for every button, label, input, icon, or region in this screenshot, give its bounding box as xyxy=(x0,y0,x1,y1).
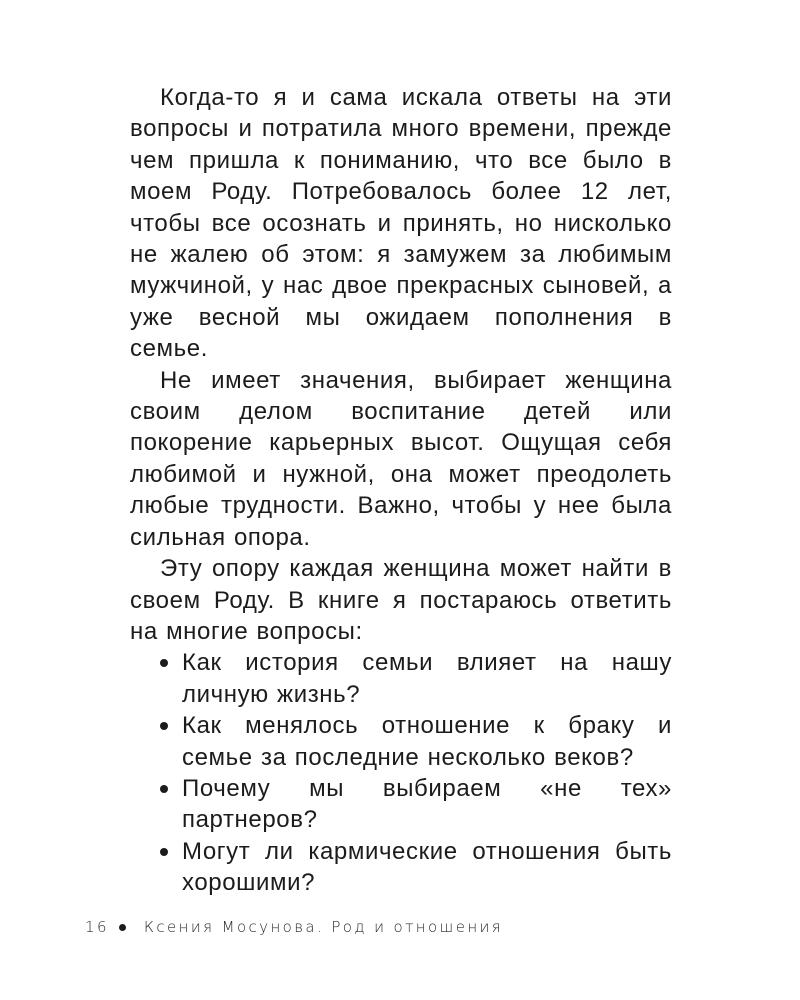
bullet-icon xyxy=(160,848,168,856)
question-text: Как история семьи влияет на нашу личную жизнь? xyxy=(182,649,672,708)
question-text: Как менялось отношение к браку и семье за последние несколько веков? xyxy=(182,712,672,771)
question-list xyxy=(130,647,672,898)
list-item xyxy=(152,710,672,773)
bullet-icon xyxy=(160,722,168,730)
page-number: 16 xyxy=(85,918,109,936)
separator-dot-icon xyxy=(119,924,126,931)
page-footer xyxy=(85,916,503,938)
paragraph-3: Эту опору каждая женщина может найти в своем Роду. В книге я постараюсь ответить на многие вопросы: xyxy=(130,555,672,645)
running-title: Ксения Мосунова. Род и отношения xyxy=(143,918,504,936)
paragraph-1: Когда-то я и сама искала ответы на эти вопросы и потратила много времени, прежде чем пришла к пониманию, что все было в моем Роду. Потребовалось более 12 лет, чтобы все осознать и принять, но нисколько не жалею об этом: я замужем за любимым мужчиной, у нас двое прекрасных сыновей, а уже весной мы ожидаем пополнения в семье. xyxy=(130,84,672,363)
list-item xyxy=(152,773,672,836)
body-text xyxy=(130,82,672,899)
question-text: Почему мы выбираем «не тех» партнеров? xyxy=(182,774,672,834)
bullet-icon xyxy=(160,659,168,667)
list-item xyxy=(152,647,672,710)
question-text: Могут ли кармические отношения быть хорошими? xyxy=(182,837,672,897)
bullet-icon xyxy=(160,785,168,793)
list-item xyxy=(152,836,672,899)
paragraph-2: Не имеет значения, выбирает женщина своим делом воспитание детей или покорение карьерных высот. Ощущая себя любимой и нужной, она может преодолеть любые трудности. Важно, чтобы у нее была сильная опора. xyxy=(130,366,672,551)
